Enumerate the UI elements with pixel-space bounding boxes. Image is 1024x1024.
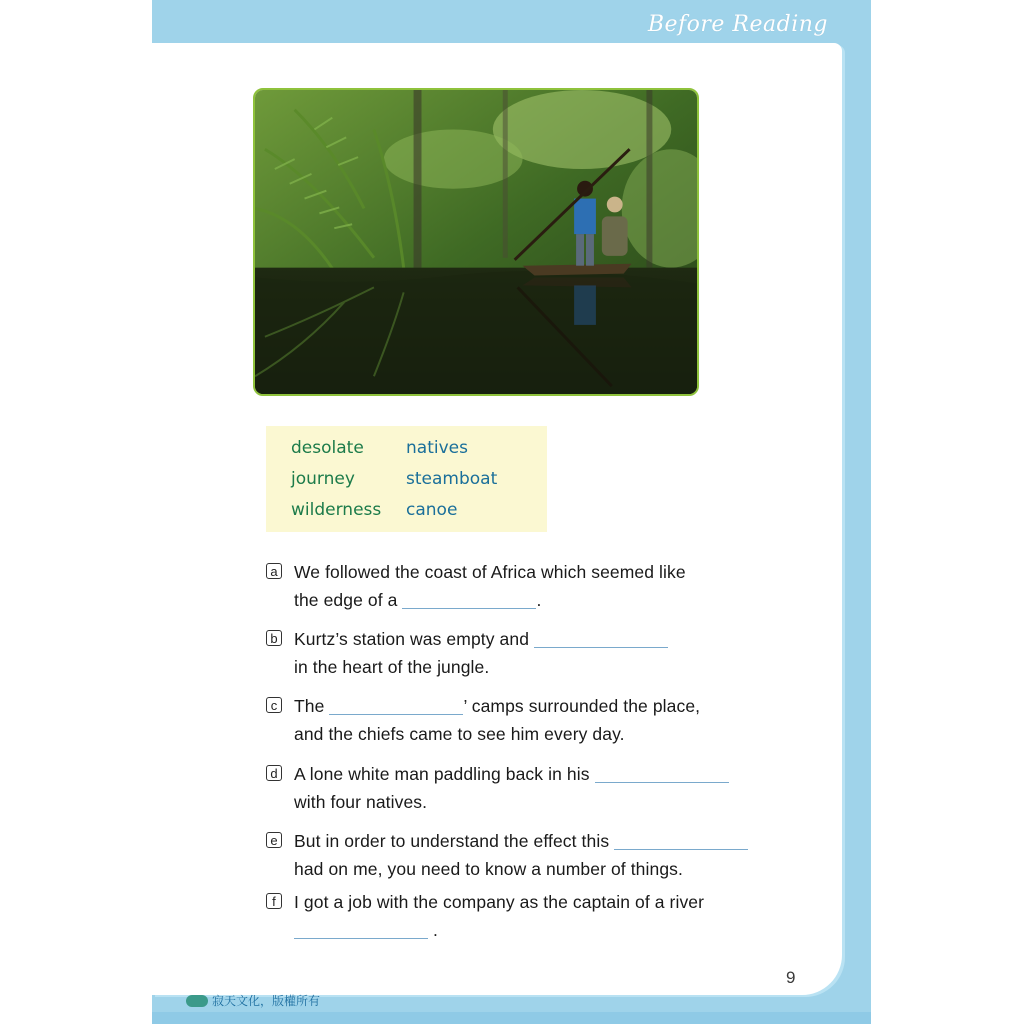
exercise-line bbox=[294, 590, 541, 611]
word-wilderness: wilderness bbox=[291, 500, 382, 520]
exercise-letter-badge: a bbox=[266, 563, 282, 579]
bottom-strip bbox=[152, 1012, 871, 1024]
exercise-line bbox=[294, 764, 729, 785]
exercise-line bbox=[294, 831, 748, 852]
exercise-line: I got a job with the company as the captain of a river bbox=[294, 892, 705, 912]
exercise-text: A lone white man paddling back in his bbox=[294, 764, 590, 784]
exercise-line: with four natives. bbox=[294, 792, 428, 812]
exercise-letter-badge: d bbox=[266, 765, 282, 781]
word-natives: natives bbox=[406, 438, 468, 458]
word-canoe: canoe bbox=[406, 500, 458, 520]
exercise-text: the edge of a bbox=[294, 590, 398, 610]
exercise-line: We followed the coast of Africa which seemed like bbox=[294, 562, 686, 582]
jungle-canoe-photo bbox=[253, 88, 699, 396]
exercise-letter-badge: b bbox=[266, 630, 282, 646]
exercise-letter-badge: c bbox=[266, 697, 282, 713]
exercise-text: Kurtz’s station was empty and bbox=[294, 629, 530, 649]
exercise-text: ’ camps surrounded the place, bbox=[463, 696, 701, 716]
exercise-text: But in order to understand the effect this bbox=[294, 831, 610, 851]
exercise-line: in the heart of the jungle. bbox=[294, 657, 490, 677]
exercise-line bbox=[294, 920, 438, 941]
exercise-line bbox=[294, 629, 668, 650]
exercise-line bbox=[294, 696, 700, 717]
photo-illustration bbox=[255, 90, 697, 394]
word-journey: journey bbox=[291, 469, 355, 489]
answer-blank[interactable] bbox=[329, 698, 463, 715]
answer-blank[interactable] bbox=[294, 922, 428, 939]
exercise-text: . bbox=[432, 920, 438, 940]
exercise-line: and the chiefs came to see him every day. bbox=[294, 724, 625, 744]
exercise-letter-badge: e bbox=[266, 832, 282, 848]
publisher-text: 寂天文化，版權所有 bbox=[212, 994, 321, 1008]
exercise-text: . bbox=[536, 590, 542, 610]
exercise-letter-badge: f bbox=[266, 893, 282, 909]
answer-blank[interactable] bbox=[402, 592, 536, 609]
answer-blank[interactable] bbox=[534, 631, 668, 648]
page-number: 9 bbox=[786, 968, 796, 987]
word-desolate: desolate bbox=[291, 438, 364, 458]
exercise-text: The bbox=[294, 696, 325, 716]
word-bank bbox=[266, 426, 547, 532]
answer-blank[interactable] bbox=[614, 833, 748, 850]
exercise-line: had on me, you need to know a number of things. bbox=[294, 859, 683, 879]
word-steamboat: steamboat bbox=[406, 469, 498, 489]
section-label: Before Reading bbox=[647, 12, 828, 37]
answer-blank[interactable] bbox=[595, 766, 729, 783]
publisher-credit bbox=[186, 992, 320, 1009]
publisher-logo-icon bbox=[186, 995, 208, 1007]
